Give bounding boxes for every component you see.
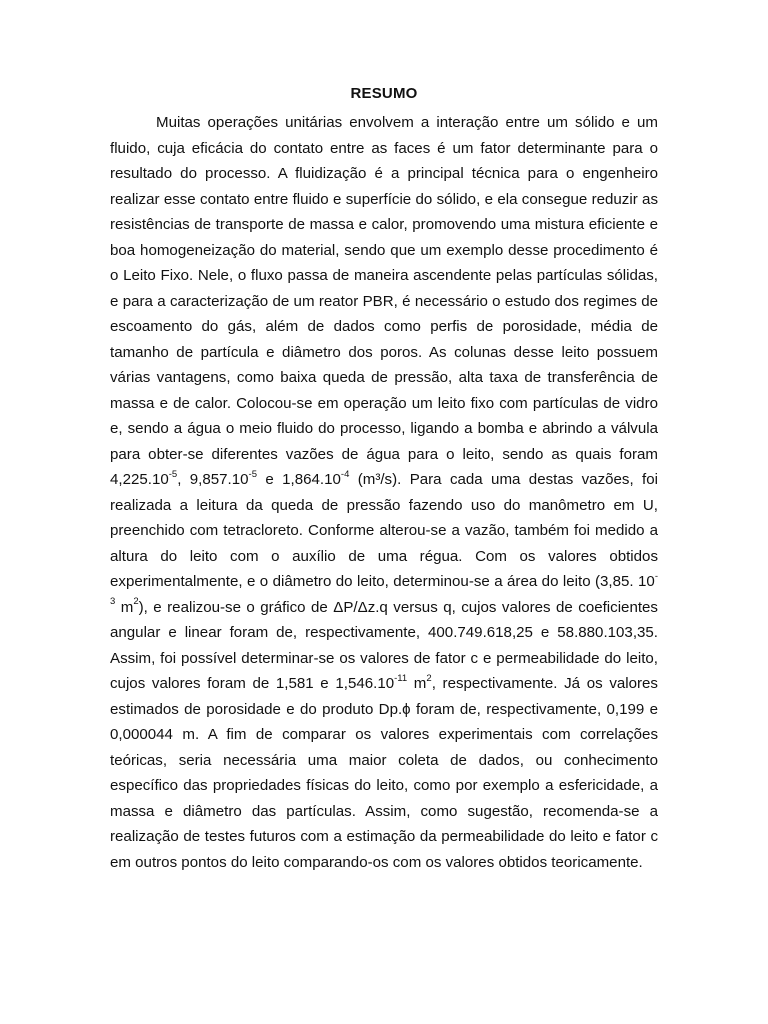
text-run: ), e realizou-se o gráfico de ΔP/Δz.q versus q, cujos valores de coeficientes angular e linear foram de, respectivamente, 400.749.618,25 e 58.880.103,35. Assim, foi possível determinar-se os valores de fator c e permeabilidade do leito, cujos valores foram de 1,581 e 1,546.10 [110,598,658,692]
superscript-run: -11 [394,672,408,684]
abstract-paragraph [110,110,658,875]
text-run: (m³/s). Para cada uma destas vazões, foi realizada a leitura da queda de pressão fazendo uso do manômetro em U, preenchido com tetracloreto. Conforme alterou-se a vazão, também foi medido a altura do leito com o auxílio de uma régua. Com os valores obtidos experimentalmente, e o diâmetro do leito, determinou-se a área do leito (3,85. 10 [110,471,658,590]
superscript-run: -4 [340,468,350,480]
text-run: m [407,675,427,692]
text-run: m [115,598,134,616]
superscript-run: -5 [168,468,178,480]
superscript-run: -3 [110,570,658,608]
page-title: RESUMO [350,85,418,102]
superscript-run: 2 [133,596,139,608]
superscript-run: -5 [248,468,257,480]
text-run: e 1,864.10 [257,471,341,488]
text-run: Muitas operações unitárias envolvem a interação entre um sólido e um fluido, cuja eficácia do contato entre as faces é um fator determinante para o resultado do processo. A fluidização é a principal técnica para o engenheiro realizar esse contato entre fluido e superfície do sólido, e ela consegue reduzir as resistências de transporte de massa e calor, promovendo uma mistura eficiente e boa homogeneização do material, sendo que um exemplo desse procedimento é o Leito Fixo. Nele, o fluxo passa de maneira ascendente pelas partículas sólidas, e para a caracterização de um reator PBR, é necessário o estudo dos regimes de escoamento do gás, além de dados como perfis de porosidade, média de tamanho de partícula e diâmetro dos poros. As colunas desse leito possuem várias vantagens, como baixa queda de pressão, alta taxa de transferência de massa e de calor. Colocou-se em operação um leito fixo com partículas de vidro e, sendo a água o meio fluido do processo, ligando a bomba e abrindo a válvula para obter-se diferentes vazões de água para o leito, sendo as quais foram 4,225.10 [110,114,658,488]
superscript-run: 2 [426,672,432,684]
text-run: , respectivamente. Já os valores estimados de porosidade e do produto Dp.ϕ foram de, respectivamente, 0,199 e 0,000044 m. A fim de comparar os valores experimentais com correlações teóricas, seria necessária uma maior coleta de dados, ou conhecimento específico das propriedades físicas do leito, como por exemplo a esfericidade, a massa e diâmetro das partículas. Assim, como sugestão, recomenda-se a realização de testes futuros com a estimação da permeabilidade do leito e fator c em outros pontos do leito comparando-os com os valores obtidos teoricamente. [110,675,658,871]
text-run: , 9,857.10 [177,471,249,488]
